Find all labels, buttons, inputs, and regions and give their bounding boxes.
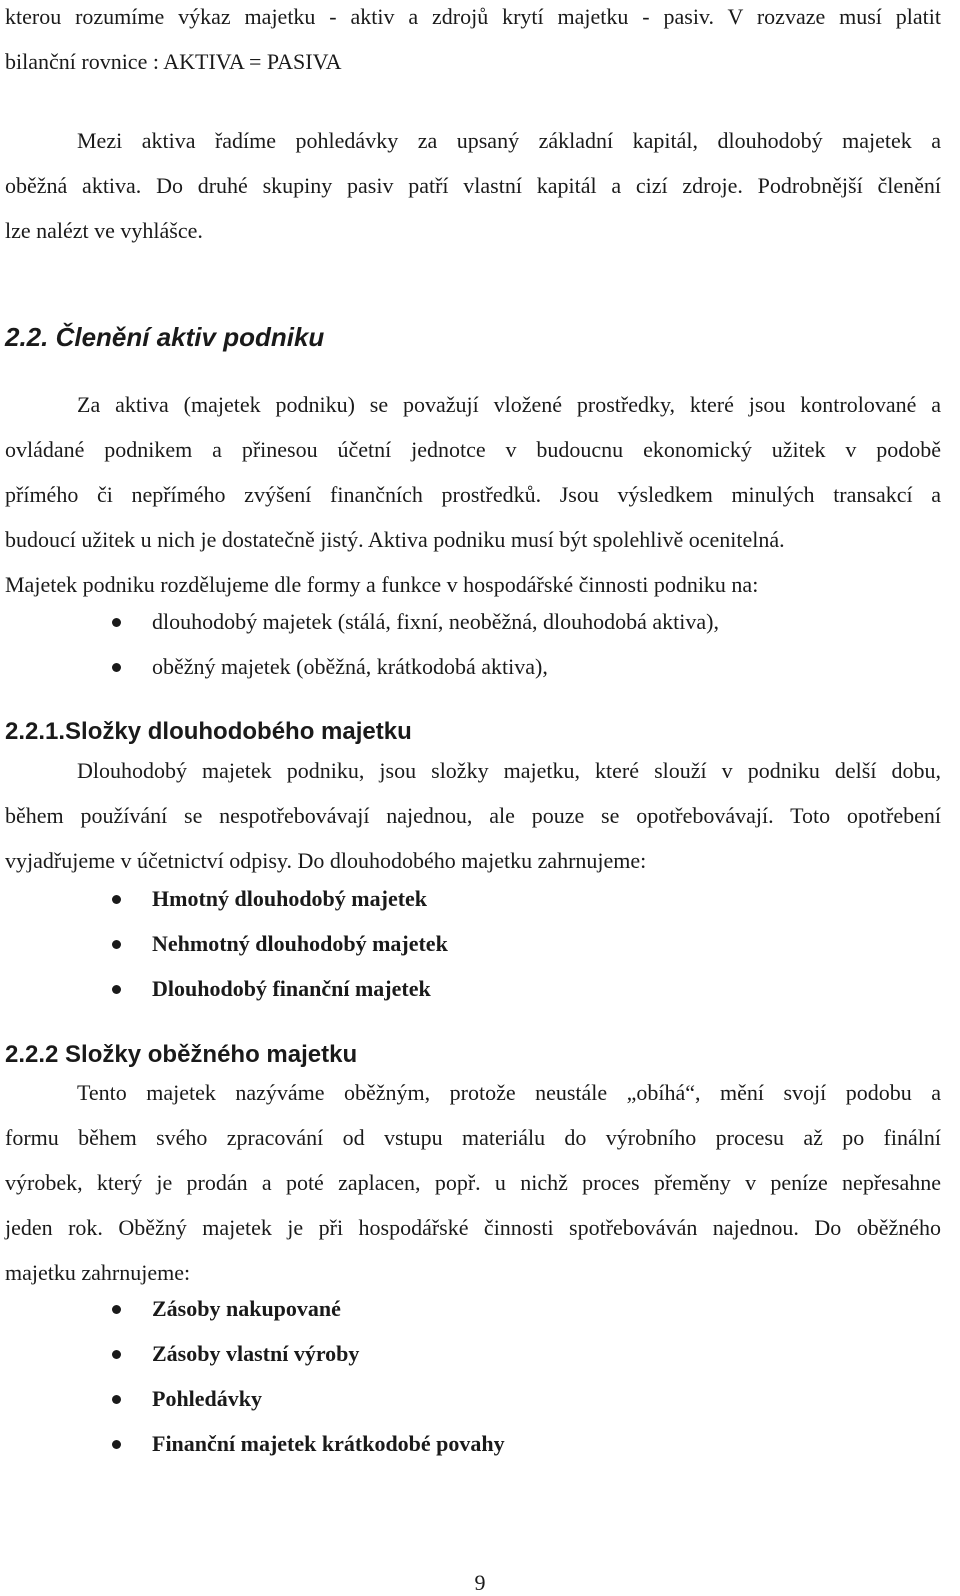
text-line: formu během svého zpracování od vstupu materiálu do výrobního procesu až po finální: [5, 1125, 941, 1150]
section-2-2-2-paragraph: [5, 1078, 941, 1303]
section-heading-2-2-1: 2.2.1.Složky dlouhodobého majetku: [5, 718, 412, 745]
bullet-icon: [112, 1350, 121, 1359]
page-number: 9: [474, 1570, 486, 1595]
text-line: Majetek podniku rozdělujeme dle formy a funkce v hospodářské činnosti podniku na:: [5, 572, 759, 597]
list-item: Nehmotný dlouhodobý majetek: [112, 929, 448, 974]
text-line: výrobek, který je prodán a poté zaplacen, popř. u nichž proces přeměny v peníze nepřesahne: [5, 1170, 941, 1195]
text-line: ovládané podnikem a přinesou účetní jednotce v budoucnu ekonomický užitek v podobě: [5, 437, 941, 462]
bullet-icon: [112, 1440, 121, 1449]
text-line: budoucí užitek u nich je dostatečně jistý. Aktiva podniku musí být spolehlivě ocenitelná.: [5, 527, 785, 552]
section-2-2-1-paragraph: [5, 756, 941, 891]
list-item: Hmotný dlouhodobý majetek: [112, 884, 448, 929]
text-line: lze nalézt ve vyhlášce.: [5, 218, 203, 243]
section-2-2-paragraph: [5, 390, 941, 615]
text-line: kterou rozumíme výkaz majetku - aktiv a zdrojů krytí majetku - pasiv. V rozvaze musí platit: [5, 4, 941, 29]
bullet-icon: [112, 895, 121, 904]
bullet-icon: [112, 618, 121, 627]
list-item: dlouhodobý majetek (stálá, fixní, neoběžná, dlouhodobá aktiva),: [112, 607, 719, 652]
list-item: Finanční majetek krátkodobé povahy: [112, 1429, 505, 1474]
bullet-icon: [112, 940, 121, 949]
section-2-2-2-bullet-list: [112, 1294, 505, 1474]
list-item: oběžný majetek (oběžná, krátkodobá aktiva),: [112, 652, 719, 697]
text-line: majetku zahrnujeme:: [5, 1260, 191, 1285]
intro-paragraph: [5, 2, 941, 92]
list-item: Dlouhodobý finanční majetek: [112, 974, 448, 1019]
text-line: Mezi aktiva řadíme pohledávky za upsaný základní kapitál, dlouhodobý majetek a: [77, 128, 941, 153]
text-line: bilanční rovnice : AKTIVA = PASIVA: [5, 49, 342, 74]
section-heading-2-2: 2.2. Členění aktiv podniku: [5, 322, 325, 352]
section-heading-2-2-2: 2.2.2 Složky oběžného majetku: [5, 1041, 358, 1068]
bullet-icon: [112, 1395, 121, 1404]
text-line: Tento majetek nazýváme oběžným, protože neustále „obíhá“, mění svojí podobu a: [77, 1080, 941, 1105]
list-item: Zásoby vlastní výroby: [112, 1339, 505, 1384]
aktiva-paragraph: [5, 126, 941, 261]
section-2-2-1-bullet-list: [112, 884, 448, 1019]
text-line: vyjadřujeme v účetnictví odpisy. Do dlouhodobého majetku zahrnujeme:: [5, 848, 647, 873]
text-line: Za aktiva (majetek podniku) se považují vložené prostředky, které jsou kontrolované a: [77, 392, 941, 417]
text-line: během používání se nespotřebovávají najednou, ale pouze se opotřebovávají. Toto opotřebení: [5, 803, 941, 828]
list-item: Zásoby nakupované: [112, 1294, 505, 1339]
text-line: jeden rok. Oběžný majetek je při hospodářské činnosti spotřebováván najednou. Do oběžného: [5, 1215, 941, 1240]
list-item: Pohledávky: [112, 1384, 505, 1429]
text-line: oběžná aktiva. Do druhé skupiny pasiv patří vlastní kapitál a cizí zdroje. Podrobnější členění: [5, 173, 941, 198]
section-2-2-bullet-list: [112, 607, 719, 697]
text-line: Dlouhodobý majetek podniku, jsou složky majetku, které slouží v podniku delší dobu,: [77, 758, 941, 783]
bullet-icon: [112, 985, 121, 994]
bullet-icon: [112, 663, 121, 672]
text-line: přímého či nepřímého zvýšení finančních prostředků. Jsou výsledkem minulých transakcí a: [5, 482, 941, 507]
bullet-icon: [112, 1305, 121, 1314]
